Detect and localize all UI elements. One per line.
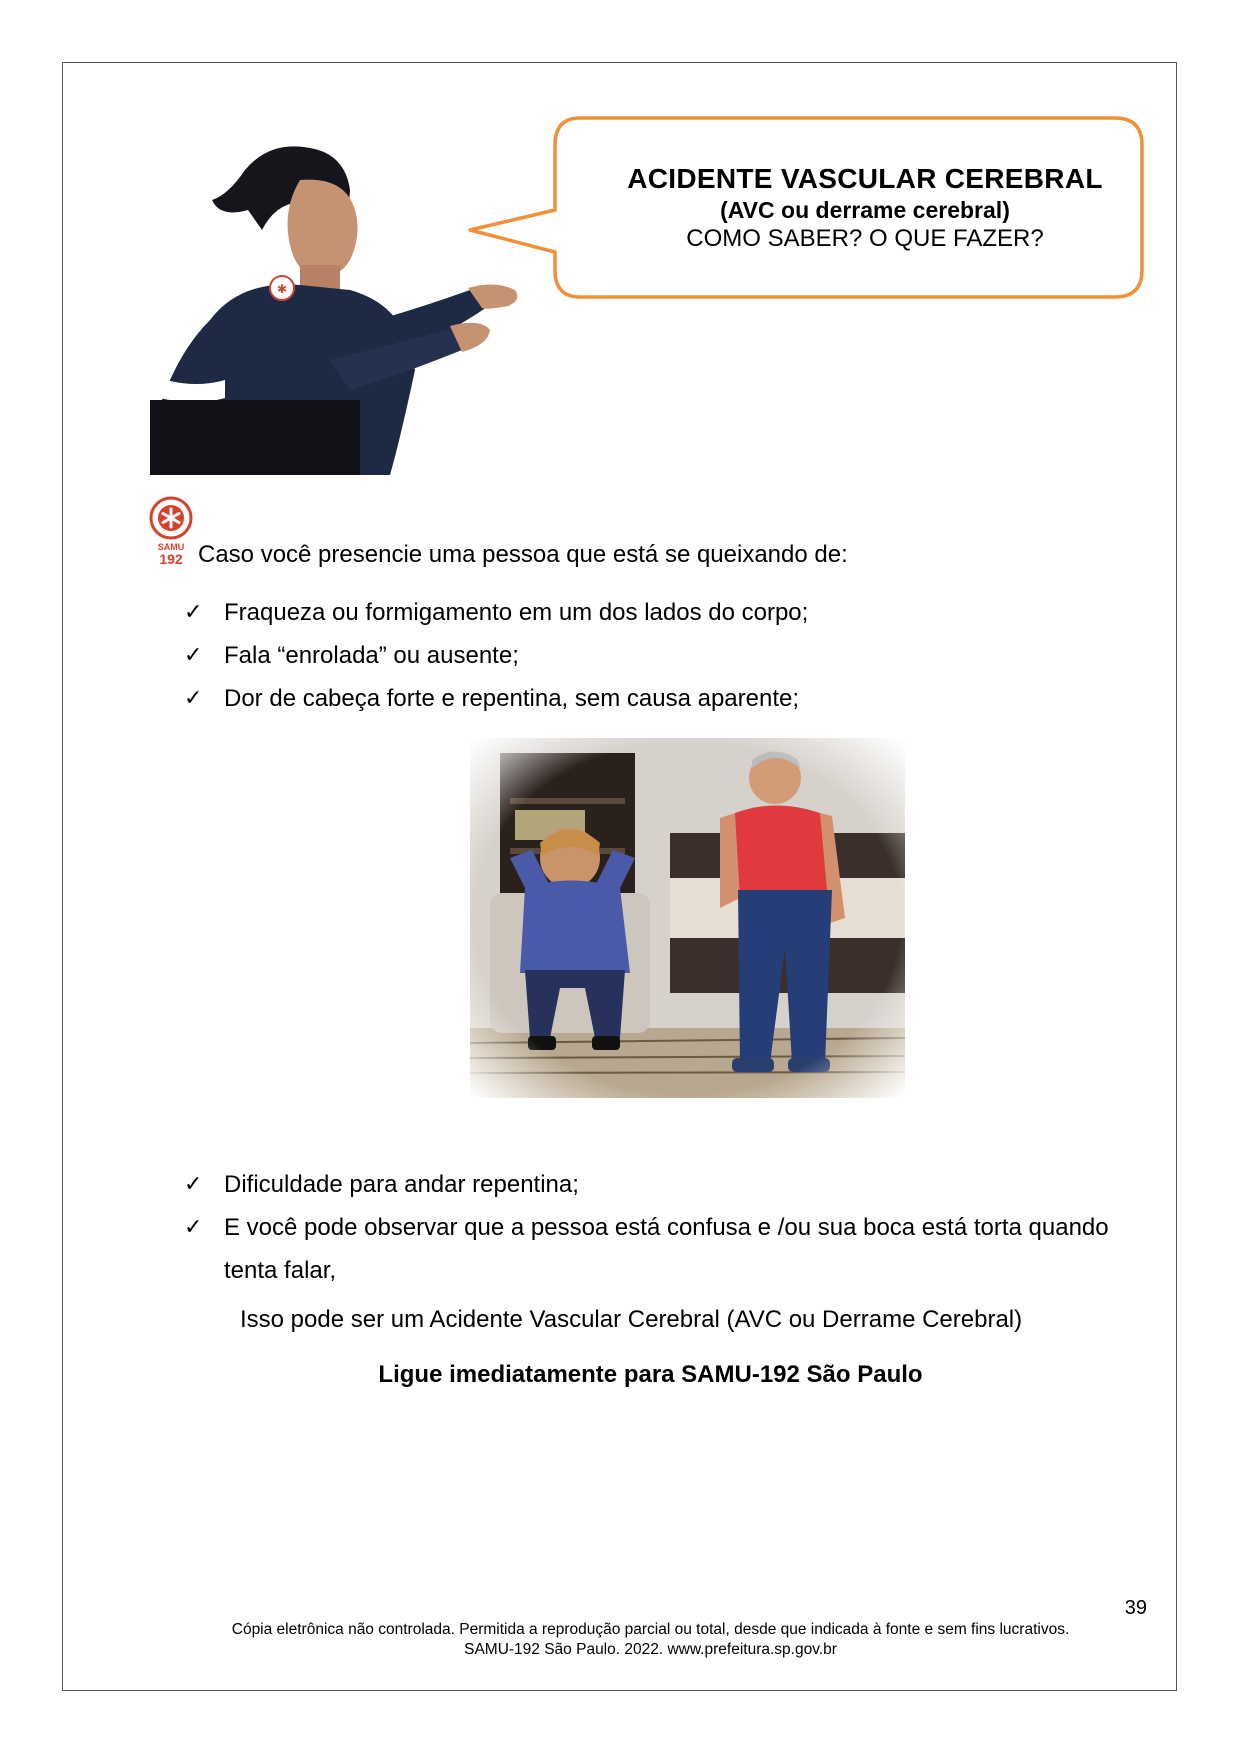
svg-text:✱: ✱	[276, 282, 288, 296]
call-to-action: Ligue imediatamente para SAMU-192 São Paulo	[378, 1361, 923, 1388]
bubble-subtitle: (AVC ou derrame cerebral)	[720, 197, 1010, 223]
check-icon: ✓	[184, 686, 203, 711]
bubble-text	[585, 162, 1145, 254]
footer	[0, 1620, 1241, 1660]
logo-caption: SAMU	[157, 542, 185, 552]
samu-logo	[146, 496, 196, 571]
intro-text: Caso você presencie uma pessoa que está se queixando de:	[198, 541, 848, 568]
symptom-list-a	[184, 591, 808, 720]
footer-line-2: SAMU-192 São Paulo. 2022. www.prefeitura.sp.gov.br	[464, 1641, 837, 1658]
page-number: 39	[1124, 1597, 1147, 1619]
list-item: ✓ Fraqueza ou formigamento em um dos lados do corpo;	[184, 591, 808, 634]
bubble-question: COMO SABER? O QUE FAZER?	[686, 225, 1044, 252]
symptom-list-b	[184, 1163, 1159, 1292]
check-icon: ✓	[184, 600, 203, 625]
statement: Isso pode ser um Acidente Vascular Cerebral (AVC ou Derrame Cerebral)	[240, 1306, 1023, 1333]
check-icon: ✓	[184, 643, 203, 668]
logo-number: 192	[159, 551, 183, 566]
list-item: ✓ E você pode observar que a pessoa está confusa e /ou sua boca está torta quando tenta falar,	[184, 1206, 1159, 1292]
footer-line-1: Cópia eletrônica não controlada. Permitida a reprodução parcial ou total, desde que indicada à fonte e sem fins lucrativos.	[231, 1621, 1070, 1638]
check-icon: ✓	[184, 1172, 203, 1197]
check-icon: ✓	[184, 1215, 203, 1240]
list-item: ✓ Dificuldade para andar repentina;	[184, 1163, 1159, 1206]
list-item: ✓ Dor de cabeça forte e repentina, sem causa aparente;	[184, 677, 808, 720]
scene-photo	[470, 738, 905, 1098]
list-item: ✓ Fala “enrolada” ou ausente;	[184, 634, 808, 677]
bubble-title: ACIDENTE VASCULAR CEREBRAL	[627, 163, 1103, 194]
